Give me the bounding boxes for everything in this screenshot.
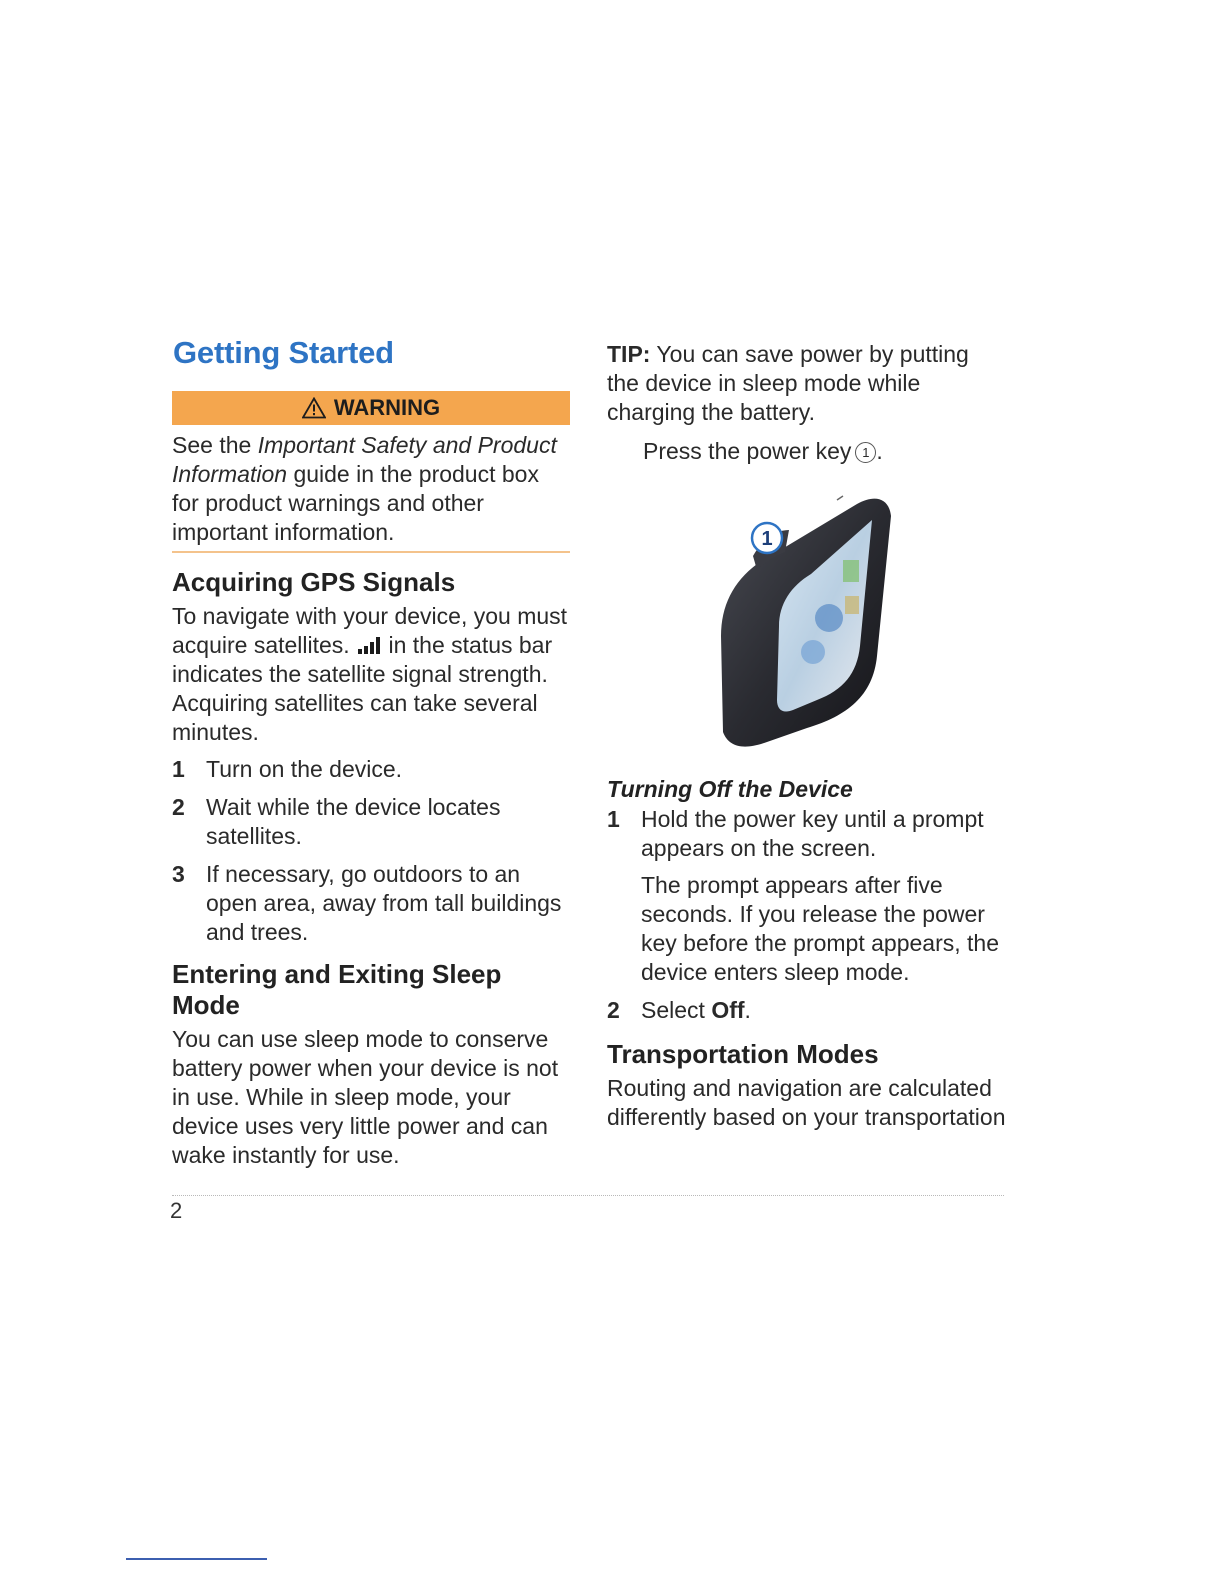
list-item: [172, 860, 572, 947]
list-item: [607, 996, 1007, 1025]
step-number: 1: [172, 756, 185, 782]
press-text: Press the power key: [643, 438, 852, 464]
step-note: The prompt appears after five seconds. If you release the power key before the prompt appears, the device enters sleep mode.: [641, 872, 999, 985]
step-number: 1: [607, 806, 620, 832]
tip-paragraph: [607, 340, 1007, 427]
warning-text-post: guide in the product box for product warnings and other important information.: [172, 461, 539, 545]
step-text-main: Hold the power key until a prompt appears on the screen.: [641, 806, 984, 861]
gps-heading: Acquiring GPS Signals: [172, 567, 456, 597]
list-item: [172, 793, 572, 851]
warning-text-guide: Important Safety and Product Information: [172, 432, 557, 487]
left-column: [172, 335, 572, 1170]
list-item: [172, 755, 572, 784]
signal-strength-icon: [358, 636, 380, 654]
transport-paragraph: Routing and navigation are calculated differently based on your transportation: [607, 1075, 1006, 1130]
callout-one-icon: 1: [855, 442, 876, 463]
step-text: [641, 805, 1007, 987]
warning-divider: [172, 551, 570, 553]
step-text: Wait while the device locates satellites.: [206, 794, 501, 849]
device-figure: [607, 486, 1007, 766]
step2-post: .: [744, 997, 751, 1023]
sleep-paragraph: You can use sleep mode to conserve battery power when your device is not in use. While in sleep mode, your device uses very little power and can wake instantly for use.: [172, 1026, 559, 1168]
page-number: 2: [170, 1198, 183, 1223]
sleep-heading: Entering and Exiting Sleep Mode: [172, 959, 502, 1020]
step2-pre: Select: [641, 997, 712, 1023]
warning-banner: [172, 391, 570, 425]
step-text: Turn on the device.: [206, 756, 403, 782]
tip-label: TIP:: [607, 341, 651, 367]
tip-text: You can save power by putting the device in sleep mode while charging the battery.: [607, 341, 969, 425]
gps-paragraph-pre: To navigate with your device, you must acquire satellites.: [172, 603, 568, 658]
press-end: .: [876, 438, 883, 464]
gps-device-image: [607, 486, 1007, 766]
step-number: 2: [607, 997, 620, 1023]
bottom-rule: [126, 1558, 267, 1560]
right-column: [607, 340, 1007, 1132]
warning-text: [172, 431, 572, 547]
gps-paragraph-post: in the status bar indicates the satellite signal strength. Acquiring satellites can take several minutes.: [172, 632, 553, 745]
warning-text-pre: See the: [172, 432, 258, 458]
figure-callout-label: 1: [761, 528, 773, 550]
step2-off-label: Off: [711, 997, 745, 1023]
warning-label: WARNING: [333, 395, 441, 420]
footer-divider: [172, 1195, 1004, 1196]
turn-off-heading: Turning Off the Device: [607, 776, 853, 802]
warning-triangle-icon: [302, 397, 326, 419]
step-text: If necessary, go outdoors to an open area, away from tall buildings and trees.: [206, 861, 562, 945]
section-title: Getting Started: [173, 335, 394, 370]
gps-steps: [172, 755, 572, 947]
step-number: 2: [172, 794, 185, 820]
transport-heading: Transportation Modes: [607, 1039, 879, 1069]
press-instruction: [643, 437, 1007, 466]
list-item: [607, 805, 1007, 987]
step-number: 3: [172, 861, 185, 887]
gps-paragraph: [172, 602, 572, 747]
step-text: [641, 996, 1007, 1025]
